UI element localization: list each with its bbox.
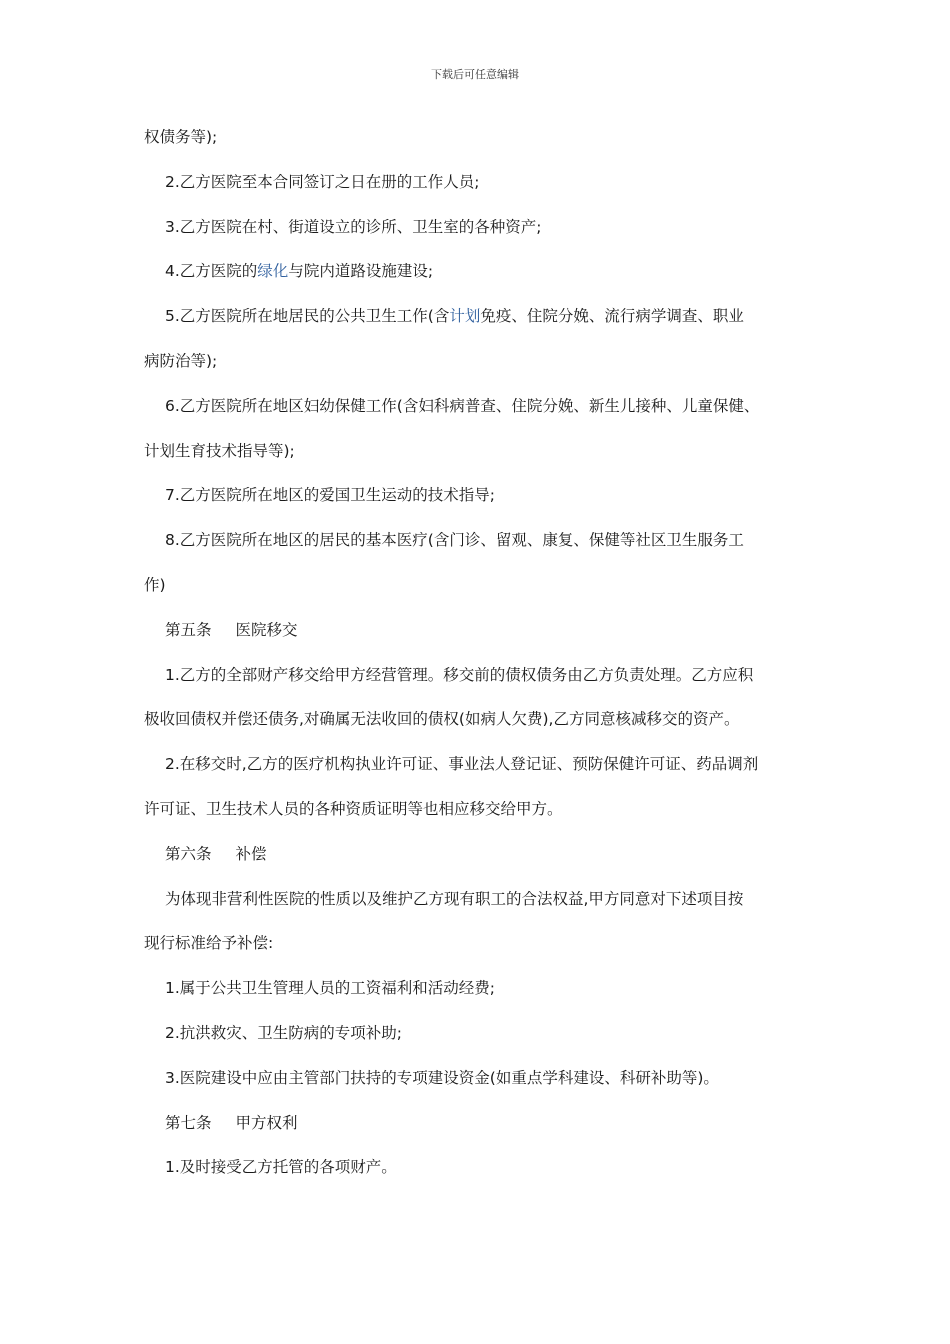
page-header: 下载后可任意编辑 bbox=[431, 68, 519, 81]
list-item: 1.及时接受乙方托管的各项财产。 bbox=[165, 1158, 397, 1177]
list-item: 2.抗洪救灾、卫生防病的专项补助; bbox=[165, 1023, 403, 1042]
paragraph-line: 现行标准给予补偿: bbox=[144, 934, 274, 953]
list-item bbox=[144, 299, 824, 344]
article-number: 第七条 bbox=[165, 1113, 212, 1132]
plan-link[interactable]: 计划 bbox=[449, 307, 481, 326]
greening-link[interactable]: 绿化 bbox=[257, 262, 289, 281]
paragraph-line: 为体现非营利性医院的性质以及维护乙方现有职工的合法权益,甲方同意对下述项目按 bbox=[165, 889, 744, 908]
article-number: 第六条 bbox=[165, 844, 212, 863]
article-heading bbox=[144, 837, 824, 882]
list-item: 1.乙方的全部财产移交给甲方经营管理。移交前的债权债务由乙方负责处理。乙方应积 bbox=[165, 665, 754, 684]
article-title: 医院移交 bbox=[235, 620, 298, 639]
list-item: 2.在移交时,乙方的医疗机构执业许可证、事业法人登记证、预防保健许可证、药品调剂 bbox=[165, 755, 759, 774]
list-item: 3.医院建设中应由主管部门扶持的专项建设资金(如重点学科建设、科研补助等)。 bbox=[165, 1068, 719, 1087]
text-segment: 4.乙方医院的 bbox=[165, 262, 258, 281]
paragraph-line: 极收回债权并偿还债务,对确属无法收回的债权(如病人欠费),乙方同意核减移交的资产。 bbox=[144, 710, 740, 729]
paragraph-line: 许可证、卫生技术人员的各种资质证明等也相应移交给甲方。 bbox=[144, 799, 563, 818]
paragraph-line: 病防治等); bbox=[144, 351, 218, 370]
list-item bbox=[144, 254, 824, 299]
article-title: 甲方权利 bbox=[235, 1113, 298, 1132]
paragraph-line: 作) bbox=[144, 575, 166, 594]
article-number: 第五条 bbox=[165, 620, 212, 639]
list-item: 3.乙方医院在村、街道设立的诊所、卫生室的各种资产; bbox=[165, 217, 542, 236]
list-item: 7.乙方医院所在地区的爱国卫生运动的技术指导; bbox=[165, 486, 496, 505]
list-item: 1.属于公共卫生管理人员的工资福利和活动经费; bbox=[165, 979, 496, 998]
list-item: 2.乙方医院至本合同签订之日在册的工作人员; bbox=[165, 172, 480, 191]
list-item: 6.乙方医院所在地区妇幼保健工作(含妇科病普查、住院分娩、新生儿接种、儿童保健、 bbox=[165, 396, 760, 415]
text-segment: 与院内道路设施建设; bbox=[288, 262, 434, 281]
document-body bbox=[144, 120, 824, 1195]
paragraph-line: 权债务等); bbox=[144, 128, 218, 146]
article-heading bbox=[144, 1106, 824, 1151]
list-item: 8.乙方医院所在地区的居民的基本医疗(含门诊、留观、康复、保健等社区卫生服务工 bbox=[165, 531, 744, 550]
article-heading bbox=[144, 613, 824, 658]
paragraph-line: 计划生育技术指导等); bbox=[144, 441, 295, 460]
article-title: 补偿 bbox=[235, 844, 267, 863]
text-segment: 免疫、住院分娩、流行病学调查、职业 bbox=[480, 307, 744, 326]
text-segment: 5.乙方医院所在地居民的公共卫生工作(含 bbox=[165, 307, 450, 326]
